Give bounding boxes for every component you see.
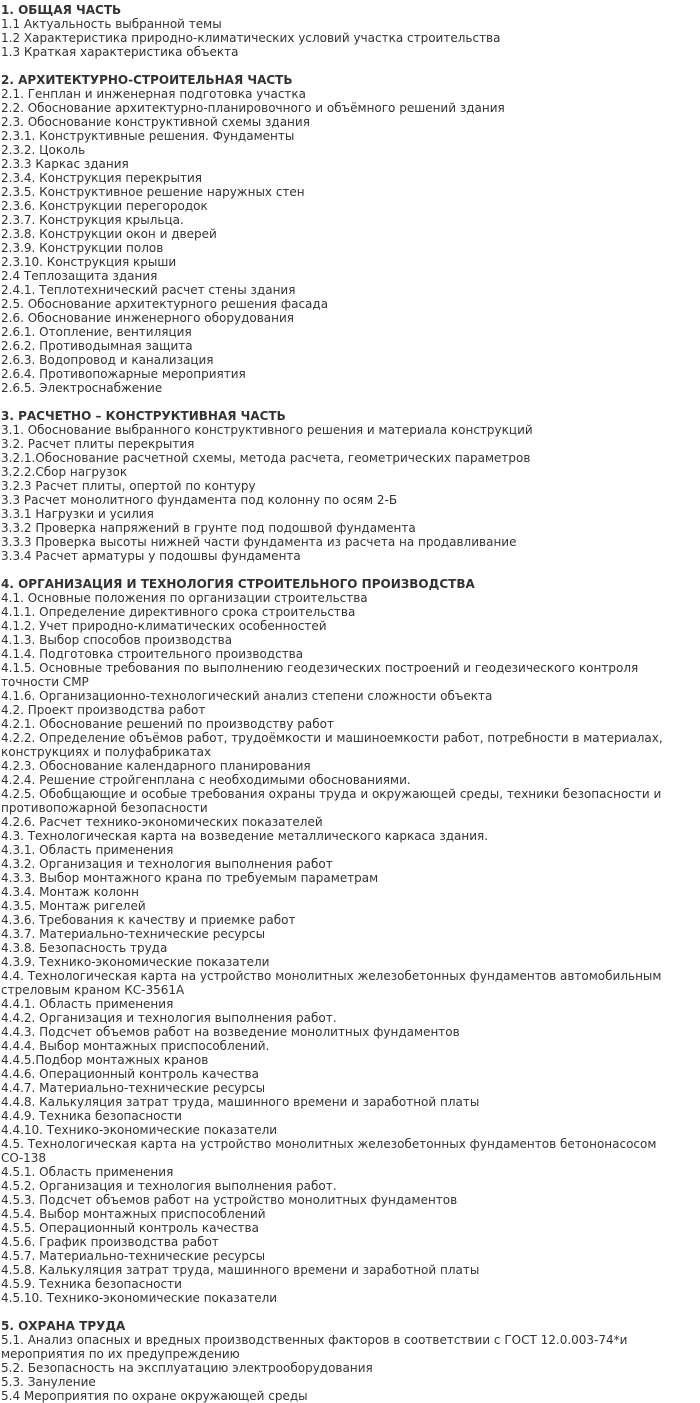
toc-item: 4.5.10. Технико-экономические показатели — [1, 1291, 278, 1305]
toc-item: 4.4.9. Техника безопасности — [1, 1109, 182, 1123]
toc-item: 4.1.1. Определение директивного срока строительства — [1, 605, 356, 619]
toc-item: 5.2. Безопасность на эксплуатацию электрооборудования — [1, 1361, 373, 1375]
toc-item: 4.2. Проект производства работ — [1, 703, 206, 717]
toc-item: 4.4.7. Материально-технические ресурсы — [1, 1081, 266, 1095]
toc-item: 4.2.5. Обобщающие и особые требования охраны труда и окружающей среды, техники безопасности и противопожарной безопасности — [1, 787, 662, 815]
toc-item: 2.3.2. Цоколь — [1, 143, 86, 157]
toc-item: 4.4.8. Калькуляция затрат труда, машинного времени и заработной платы — [1, 1095, 480, 1109]
toc-item: 5.3. Зануление — [1, 1375, 96, 1389]
section-title: 4. ОРГАНИЗАЦИЯ И ТЕХНОЛОГИЯ СТРОИТЕЛЬНОГО ПРОИЗВОДСТВА — [1, 577, 475, 591]
toc-item: 2.3.8. Конструкции окон и дверей — [1, 227, 217, 241]
toc-item: 4.3.9. Технико-экономические показатели — [1, 955, 270, 969]
toc-item: 1.3 Краткая характеристика объекта — [1, 45, 239, 59]
toc-item: 2.5. Обоснование архитектурного решения фасада — [1, 297, 329, 311]
toc-item: 2.3.7. Конструкция крыльца. — [1, 213, 184, 227]
toc-item: 4.4. Технологическая карта на устройство монолитных железобетонных фундаментов автомобильным стреловым краном КС-3561А — [1, 969, 662, 997]
toc-item: 4.4.5.Подбор монтажных кранов — [1, 1053, 209, 1067]
toc-item: 3.2.3 Расчет плиты, опертой по контуру — [1, 479, 256, 493]
toc-item: 4.2.3. Обоснование календарного планирования — [1, 759, 311, 773]
toc-item: 1.1 Актуальность выбранной темы — [1, 17, 222, 31]
toc-item: 4.4.10. Технико-экономические показатели — [1, 1123, 278, 1137]
toc-item: 2.3.3 Каркас здания — [1, 157, 129, 171]
toc-item: 4.5.5. Операционный контроль качества — [1, 1221, 259, 1235]
toc-item: 4.2.1. Обоснование решений по производству работ — [1, 717, 334, 731]
toc-item: 4.2.6. Расчет технико-экономических показателей — [1, 815, 323, 829]
toc-item: 3.1. Обоснование выбранного конструктивного решения и материала конструкций — [1, 423, 533, 437]
toc-item: 4.4.3. Подсчет объемов работ на возведение монолитных фундаментов — [1, 1025, 460, 1039]
toc-item: 4.1.5. Основные требования по выполнению геодезических построений и геодезического контроля точности СМР — [1, 661, 639, 689]
toc-item: 4.1. Основные положения по организации строительства — [1, 591, 368, 605]
toc-item: 3.3 Расчет монолитного фундамента под колонну по осям 2-Б — [1, 493, 398, 507]
toc-section — [1, 409, 691, 563]
toc-item: 2.3.10. Конструкция крыши — [1, 255, 177, 269]
toc-item: 4.5. Технологическая карта на устройство монолитных железобетонных фундаментов бетононасосом СО-138 — [1, 1137, 657, 1165]
toc-section — [1, 577, 691, 1305]
toc-item: 4.4.4. Выбор монтажных приспособлений. — [1, 1039, 270, 1053]
toc-item: 4.5.2. Организация и технология выполнения работ. — [1, 1179, 337, 1193]
toc-item: 2.3.1. Конструктивные решения. Фундаменты — [1, 129, 295, 143]
toc-item: 2.3.5. Конструктивное решение наружных стен — [1, 185, 305, 199]
toc-item: 4.3.5. Монтаж ригелей — [1, 899, 146, 913]
toc-item: 4.2.4. Решение стройгенплана с необходимыми обоснованиями. — [1, 773, 411, 787]
toc-item: 4.3.7. Материально-технические ресурсы — [1, 927, 266, 941]
toc-item: 4.3.4. Монтаж колонн — [1, 885, 139, 899]
toc-item: 2.3.9. Конструкции полов — [1, 241, 164, 255]
toc-item: 2.6.3. Водопровод и канализация — [1, 353, 214, 367]
toc-item: 4.1.2. Учет природно-климатических особенностей — [1, 619, 327, 633]
toc-item: 3.3.3 Проверка высоты нижней части фундамента из расчета на продавливание — [1, 535, 517, 549]
toc-item: 4.4.1. Область применения — [1, 997, 174, 1011]
toc-item: 3.2.2.Сбор нагрузок — [1, 465, 128, 479]
toc-item: 2.4 Теплозащита здания — [1, 269, 158, 283]
toc-item: 3.2.1.Обоснование расчетной схемы, метода расчета, геометрических параметров — [1, 451, 531, 465]
toc-item: 4.5.3. Подсчет объемов работ на устройство монолитных фундаментов — [1, 1193, 458, 1207]
section-title: 1. ОБЩАЯ ЧАСТЬ — [1, 3, 122, 17]
toc-section — [1, 3, 691, 59]
toc-item: 4.3.1. Область применения — [1, 843, 174, 857]
toc-item: 4.4.6. Операционный контроль качества — [1, 1067, 259, 1081]
toc-item: 4.5.6. График производства работ — [1, 1235, 219, 1249]
toc-item: 4.1.6. Организационно-технологический анализ степени сложности объекта — [1, 689, 493, 703]
toc-item: 2.6.5. Электроснабжение — [1, 381, 163, 395]
toc-item: 4.3.8. Безопасность труда — [1, 941, 168, 955]
toc-item: 4.5.4. Выбор монтажных приспособлений — [1, 1207, 266, 1221]
toc-item: 2.3. Обоснование конструктивной схемы здания — [1, 115, 310, 129]
toc-item: 4.3.3. Выбор монтажного крана по требуемым параметрам — [1, 871, 379, 885]
toc-item: 2.3.6. Конструкции перегородок — [1, 199, 208, 213]
toc-item: 2.6. Обоснование инженерного оборудования — [1, 311, 295, 325]
toc-item: 5.4 Мероприятия по охране окружающей среды — [1, 1389, 308, 1403]
toc-item: 2.6.1. Отопление, вентиляция — [1, 325, 192, 339]
toc-item: 2.4.1. Теплотехнический расчет стены здания — [1, 283, 296, 297]
toc-item: 2.6.4. Противопожарные мероприятия — [1, 367, 246, 381]
toc-item: 2.1. Генплан и инженерная подготовка участка — [1, 87, 307, 101]
section-title: 2. АРХИТЕКТУРНО-СТРОИТЕЛЬНАЯ ЧАСТЬ — [1, 73, 293, 87]
toc-item: 4.3.6. Требования к качеству и приемке работ — [1, 913, 296, 927]
section-title: 3. РАСЧЕТНО – КОНСТРУКТИВНАЯ ЧАСТЬ — [1, 409, 286, 423]
toc-section — [1, 1319, 691, 1403]
toc-item: 4.5.1. Область применения — [1, 1165, 174, 1179]
toc-item: 4.3. Технологическая карта на возведение металлического каркаса здания. — [1, 829, 489, 843]
toc-item: 2.6.2. Противодымная защита — [1, 339, 193, 353]
toc-item: 2.2. Обоснование архитектурно-планировочного и объёмного решений здания — [1, 101, 505, 115]
toc-item: 4.5.9. Техника безопасности — [1, 1277, 182, 1291]
toc-item: 3.3.4 Расчет арматуры у подошвы фундамента — [1, 549, 301, 563]
toc-item: 1.2 Характеристика природно-климатических условий участка строительства — [1, 31, 501, 45]
toc-item: 4.1.4. Подготовка строительного производства — [1, 647, 304, 661]
toc-item: 2.3.4. Конструкция перекрытия — [1, 171, 202, 185]
toc-item: 4.4.2. Организация и технология выполнения работ. — [1, 1011, 337, 1025]
toc-item: 4.1.3. Выбор способов производства — [1, 633, 233, 647]
toc-item: 3.3.1 Нагрузки и усилия — [1, 507, 154, 521]
toc-item: 4.2.2. Определение объёмов работ, трудоёмкости и машиноемкости работ, потребности в материалах, конструкциях и полуфабрикатах — [1, 731, 663, 759]
toc-item: 4.5.8. Калькуляция затрат труда, машинного времени и заработной платы — [1, 1263, 480, 1277]
section-title: 5. ОХРАНА ТРУДА — [1, 1319, 126, 1333]
toc-item: 3.3.2 Проверка напряжений в грунте под подошвой фундамента — [1, 521, 416, 535]
toc-item: 5.1. Анализ опасных и вредных производственных факторов в соответствии с ГОСТ 12.0.003-74*и мероприятия по их предупреждению — [1, 1333, 628, 1361]
toc-item: 3.2. Расчет плиты перекрытия — [1, 437, 195, 451]
toc-section — [1, 73, 691, 395]
toc-item: 4.5.7. Материально-технические ресурсы — [1, 1249, 266, 1263]
toc-item: 4.3.2. Организация и технология выполнения работ — [1, 857, 333, 871]
